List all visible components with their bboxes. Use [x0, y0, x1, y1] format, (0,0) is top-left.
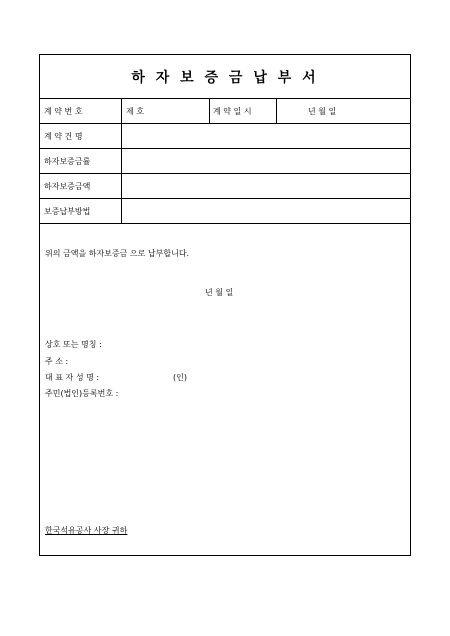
divider — [121, 124, 122, 148]
statement-text: 위의 금액을 하자보증금 으로 납부합니다. — [45, 249, 190, 258]
representative-label: 대 표 자 성 명 : — [45, 373, 100, 382]
contract-no-row — [40, 99, 410, 124]
bond-amount-label: 하자보증금액 — [44, 181, 91, 191]
divider — [121, 199, 122, 223]
contract-no-label: 계 약 번 호 — [44, 106, 83, 116]
address-label: 주 소 : — [45, 357, 69, 366]
company-name-label: 상호 또는 명칭 : — [45, 340, 102, 349]
bond-form — [39, 54, 411, 556]
date-line: 년 월 일 — [205, 288, 234, 297]
addressee: 한국석유공사 사장 귀하 — [45, 526, 128, 535]
contract-date-value: 년 월 일 — [308, 106, 337, 116]
divider — [121, 99, 122, 123]
seal-mark: (인) — [173, 373, 187, 382]
form-title: 하 자 보 증 금 납 부 서 — [40, 55, 410, 99]
divider — [276, 99, 277, 123]
bond-rate-label: 하자보증금률 — [44, 156, 91, 166]
divider — [121, 149, 122, 173]
payment-method-label: 보증납부방법 — [44, 206, 91, 216]
contract-name-row — [40, 124, 410, 149]
payment-method-row — [40, 199, 410, 224]
bond-amount-row — [40, 174, 410, 199]
registration-no-label: 주민(법인)등록번호 : — [45, 389, 119, 398]
contract-no-value: 제 호 — [126, 106, 144, 116]
contract-date-label: 계 약 일 시 — [213, 106, 252, 116]
contract-name-label: 계 약 건 명 — [44, 131, 83, 141]
bond-rate-row — [40, 149, 410, 174]
divider — [121, 174, 122, 198]
divider — [209, 99, 210, 123]
